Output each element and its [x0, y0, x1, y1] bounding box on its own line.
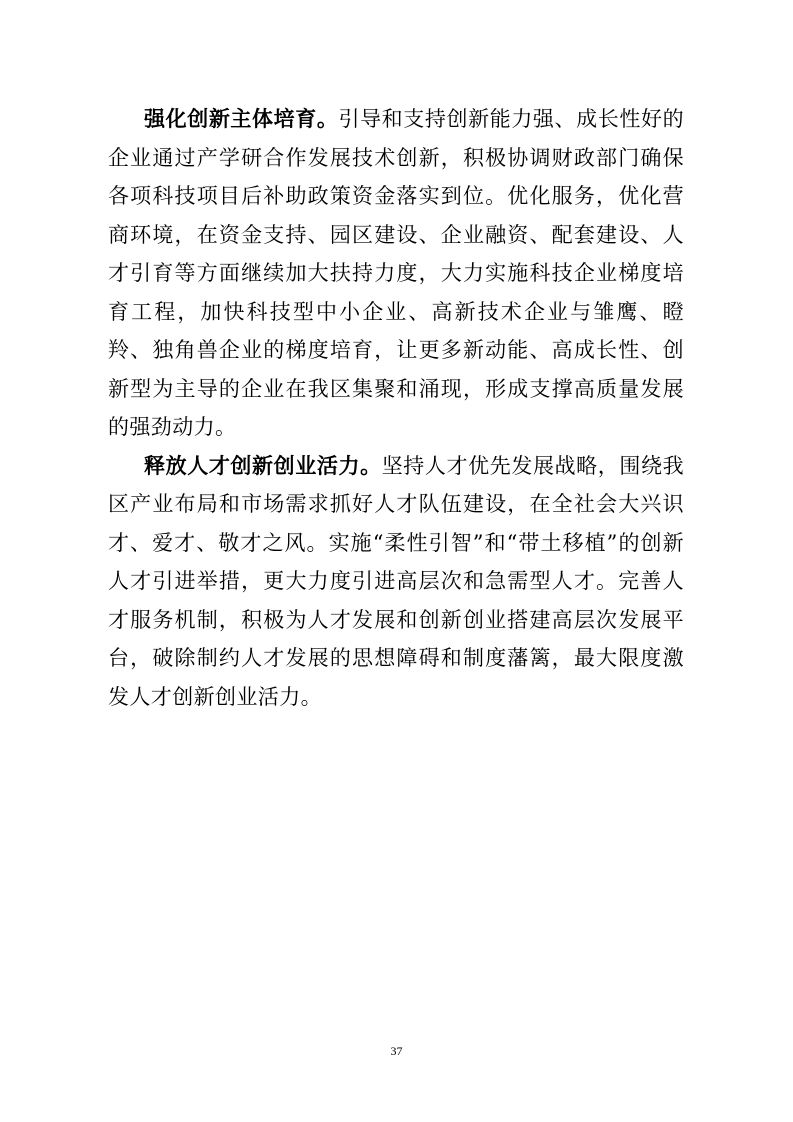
- document-body: [108, 100, 684, 716]
- paragraph-lead-heading: 释放人才创新创业活力。: [144, 453, 382, 478]
- paragraph-lead-heading: 强化创新主体培育。: [144, 107, 339, 131]
- paragraph-innovation-entity: [108, 100, 684, 447]
- paragraph-body-text: 引导和支持创新能力强、成长性好的企业通过产学研合作发展技术创新，积极协调财政部门确保各项科技项目后补助政策资金落实到位。优化服务，优化营商环境，在资金支持、园区建设、企业融资、配套建设、人才引育等方面继续加大扶持力度，大力实施科技企业梯度培育工程，加快科技型中小企业、高新技术企业与雏鹰、瞪羚、独角兽企业的梯度培育，让更多新动能、高成长性、创新型为主导的企业在我区集聚和涌现，形成支撑高质量发展的强劲动力。: [108, 107, 684, 439]
- paragraph-talent-innovation: [108, 447, 684, 717]
- page-number: 37: [390, 1044, 403, 1058]
- paragraph-body-text: 坚持人才优先发展战略，围绕我区产业布局和市场需求抓好人才队伍建设，在全社会大兴识才、爱才、敬才之风。实施“柔性引智”和“带土移植”的创新人才引进举措，更大力度引进高层次和急需型人才。完善人才服务机制，积极为人才发展和创新创业搭建高层次发展平台，破除制约人才发展的思想障碍和制度藩篱，最大限度激发人才创新创业活力。: [108, 453, 684, 709]
